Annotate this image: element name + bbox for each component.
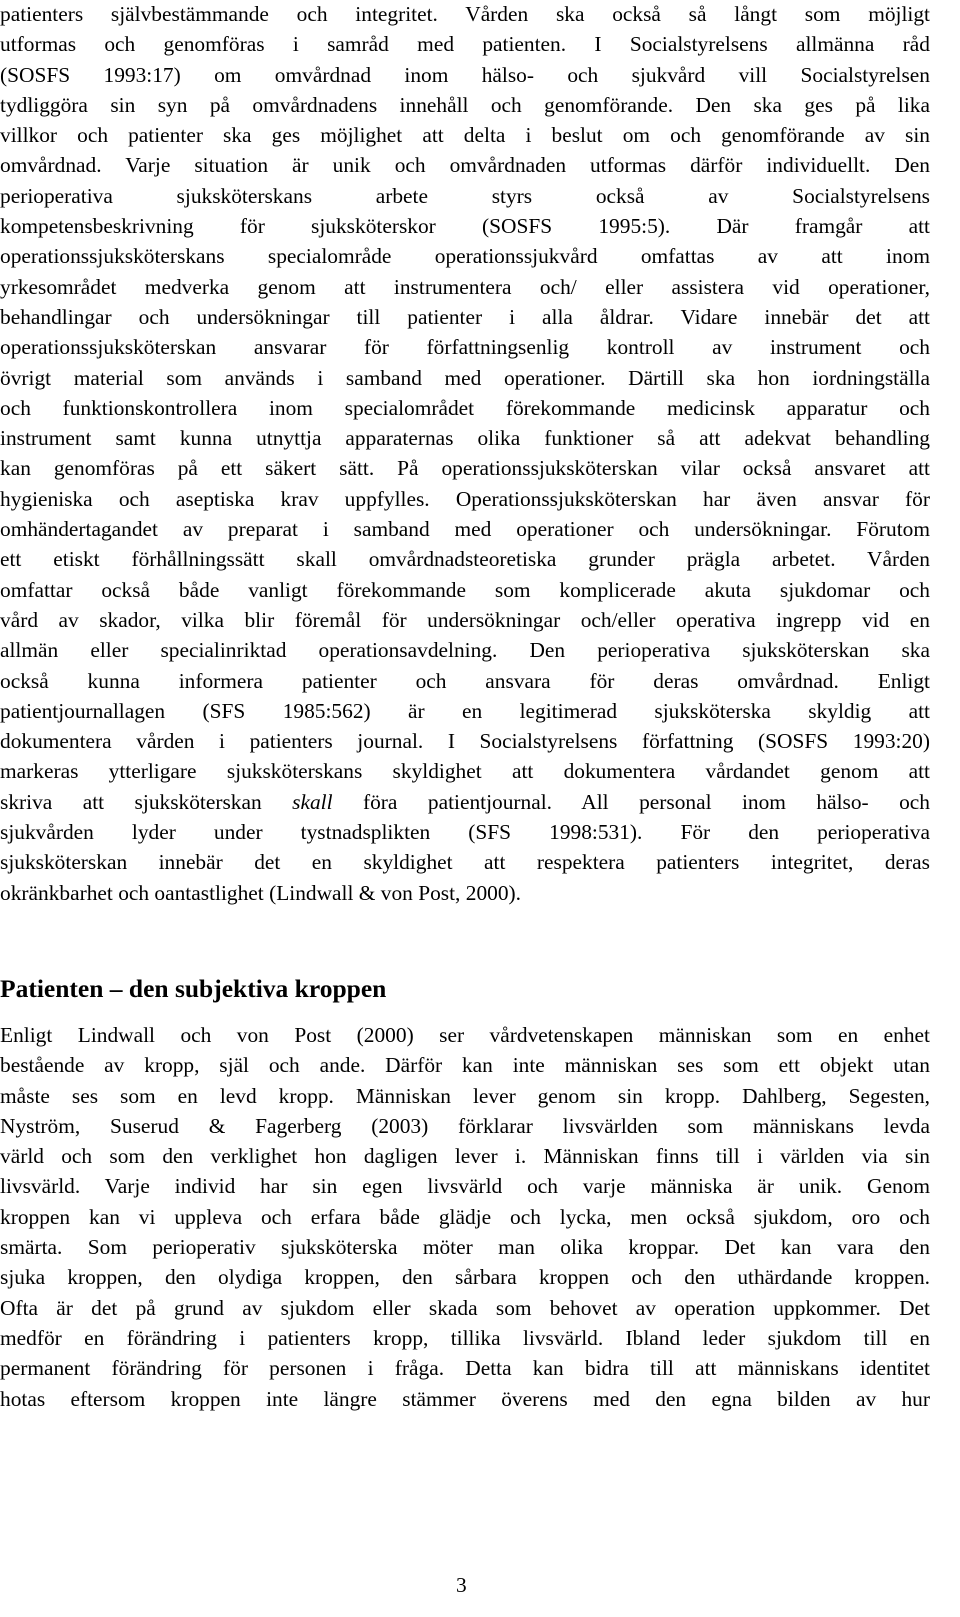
text-line: permanent förändring för personen i fråga. Detta kan bidra till att människans identitet [0, 1356, 930, 1381]
body-paragraph [0, 1020, 930, 1414]
text-line: dokumentera vården i patienters journal. I Socialstyrelsens författning (SOSFS 1993:20) [0, 729, 930, 754]
text-line: patienters självbestämmande och integritet. Vården ska också så långt som möjligt [0, 2, 930, 26]
text-line: värld och som den verklighet hon dagligen lever i. Människan finns till i världen via sin [0, 1144, 930, 1169]
text-line: utformas och genomföras i samråd med patienten. I Socialstyrelsens allmänna råd [0, 32, 930, 57]
text-line-with-emphasis [0, 787, 930, 817]
page-number: 3 [456, 1573, 467, 1597]
text-line: markeras ytterligare sjuksköterskans skyldighet att dokumentera vårdandet genom att [0, 759, 930, 784]
text-line: hygieniska och aseptiska krav uppfylles. Operationssjuksköterskan har även ansvar för [0, 486, 930, 511]
text-line: Nyström, Suserud & Fagerberg (2003) förklarar livsvärlden som människans levda [0, 1113, 930, 1138]
text-line: Enligt Lindwall och von Post (2000) ser vårdvetenskapen människan som en enhet [0, 1023, 930, 1047]
text-line: omvårdnad. Varje situation är unik och omvårdnaden utformas därför individuellt. Den [0, 153, 930, 178]
text-line: smärta. Som perioperativ sjuksköterska möter man olika kroppar. Det kan vara den [0, 1235, 930, 1260]
text-line: måste ses som en levd kropp. Människan lever genom sin kropp. Dahlberg, Segesten, [0, 1083, 930, 1108]
text-line: också kunna informera patienter och ansvara för deras omvårdnad. Enligt [0, 668, 930, 693]
text-line: och funktionskontrollera inom specialområdet förekommande medicinsk apparatur och [0, 395, 930, 420]
text-line: perioperativa sjuksköterskans arbete styrs också av Socialstyrelsens [0, 183, 930, 208]
text-line: operationssjuksköterskans specialområde operationssjukvård omfattas av att inom [0, 244, 930, 269]
text-line: okränkbarhet och oantastlighet (Lindwall & von Post, 2000). [0, 880, 521, 905]
text-line: ett etiskt förhållningssätt skall omvårdnadsteoretiska grunder prägla arbetet. Vården [0, 547, 930, 572]
text-line: patientjournallagen (SFS 1985:562) är en legitimerad sjuksköterska skyldig att [0, 698, 930, 723]
text-line: livsvärld. Varje individ har sin egen livsvärld och varje människa är unik. Genom [0, 1174, 930, 1199]
text-line: instrument samt kunna utnyttja apparaternas olika funktioner så att adekvat behandling [0, 426, 930, 451]
text-line: sjuka kroppen, den olydiga kroppen, den sårbara kroppen och den uthärdande kroppen. [0, 1265, 930, 1290]
text-segment: föra patientjournal. All personal inom hälso- och [332, 789, 931, 814]
text-line: behandlingar och undersökningar till patienter i alla åldrar. Vidare innebär det att [0, 304, 930, 329]
text-line: sjukvården lyder under tystnadsplikten (SFS 1998:531). För den perioperativa [0, 820, 930, 845]
text-line: villkor och patienter ska ges möjlighet att delta i beslut om och genomförande av sin [0, 123, 930, 148]
text-line: Ofta är det på grund av sjukdom eller skada som behovet av operation uppkommer. Det [0, 1295, 930, 1320]
text-line: yrkesområdet medverka genom att instrumentera och/ eller assistera vid operationer, [0, 274, 930, 299]
emphasized-word: skall [292, 789, 333, 814]
text-line: omhändertagandet av preparat i samband med operationer och undersökningar. Förutom [0, 517, 930, 542]
text-line: operationssjuksköterskan ansvarar för författningsenlig kontroll av instrument och [0, 335, 930, 360]
text-line: sjuksköterskan innebär det en skyldighet att respektera patienters integritet, deras [0, 850, 930, 875]
text-line: bestående av kropp, själ och ande. Därför kan inte människan ses som ett objekt utan [0, 1053, 930, 1078]
text-line: kroppen kan vi uppleva och erfara både glädje och lycka, men också sjukdom, oro och [0, 1204, 930, 1229]
text-segment: skriva att sjuksköterskan [0, 789, 293, 814]
text-line: omfattar också både vanligt förekommande som komplicerade akuta sjukdomar och [0, 577, 930, 602]
text-line: allmän eller specialinriktad operationsavdelning. Den perioperativa sjuksköterskan ska [0, 638, 930, 663]
text-line: tydliggöra sin syn på omvårdnadens innehåll och genomförande. Den ska ges på lika [0, 92, 930, 117]
text-line: kan genomföras på ett säkert sätt. På operationssjuksköterskan vilar också ansvaret att [0, 456, 930, 481]
text-line: vård av skador, vilka blir föremål för undersökningar och/eller operativa ingrepp vid en [0, 607, 930, 632]
text-line: hotas eftersom kroppen inte längre stämmer överens med den egna bilden av hur [0, 1386, 930, 1411]
section-heading: Patienten – den subjektiva kroppen [0, 974, 387, 1003]
text-line: kompetensbeskrivning för sjuksköterskor (SOSFS 1995:5). Där framgår att [0, 214, 930, 239]
text-line: medför en förändring i patienters kropp, tillika livsvärld. Ibland leder sjukdom till en [0, 1325, 930, 1350]
text-line: övrigt material som används i samband med operationer. Därtill ska hon iordningställa [0, 365, 930, 390]
text-line: (SOSFS 1993:17) om omvårdnad inom hälso- och sjukvård vill Socialstyrelsen [0, 62, 930, 87]
